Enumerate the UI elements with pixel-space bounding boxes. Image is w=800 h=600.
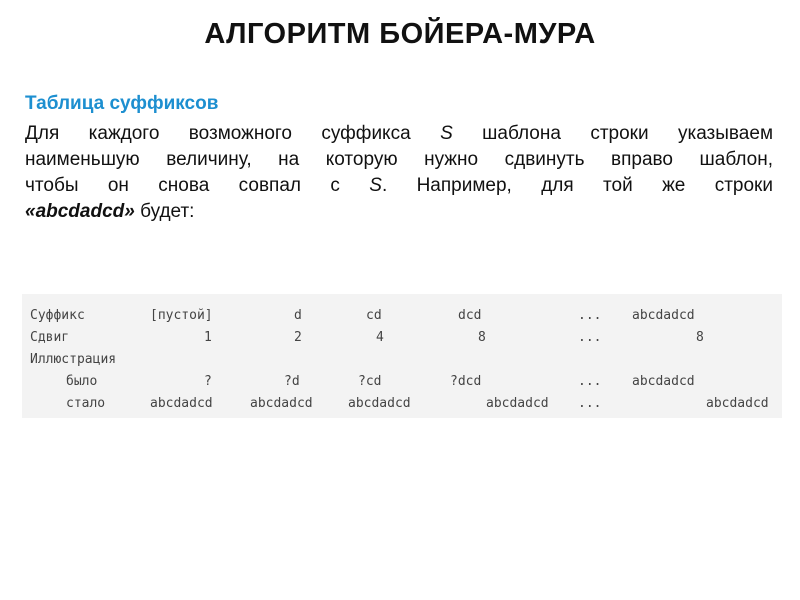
paragraph-text: чтобы он снова совпал с <box>25 175 370 196</box>
table-cell: abcdadcd <box>348 396 411 411</box>
table-cell: abcdadcd <box>150 396 213 411</box>
paragraph-line-4 <box>25 199 773 225</box>
table-cell: 1 <box>204 330 212 345</box>
table-cell: ... <box>578 374 602 389</box>
row-label-shift: Сдвиг <box>30 330 70 345</box>
table-cell: ... <box>578 396 602 411</box>
paragraph-text: . Например, для той же строки <box>381 175 773 196</box>
table-cell: abcdadcd <box>706 396 769 411</box>
variable-s: S <box>440 123 453 144</box>
example-string: «abcdadcd» <box>25 201 135 222</box>
paragraph-line-3 <box>25 173 773 199</box>
table-cell: d <box>294 308 302 323</box>
suffix-table <box>22 294 782 418</box>
slide-title: АЛГОРИТМ БОЙЕРА-МУРА <box>204 18 596 50</box>
paragraph-text: шаблона строки указываем <box>452 123 774 144</box>
table-cell: dcd <box>458 308 482 323</box>
table-cell: ? <box>204 374 212 389</box>
table-cell: 2 <box>294 330 302 345</box>
table-cell: ?dcd <box>450 374 482 389</box>
row-label-became: стало <box>66 396 106 411</box>
table-cell: abcdadcd <box>632 374 695 389</box>
table-cell: ?d <box>284 374 300 389</box>
paragraph-line-1 <box>25 121 773 147</box>
table-cell: abcdadcd <box>486 396 549 411</box>
row-label-suffix: Суффикс <box>30 308 85 323</box>
table-cell: ... <box>578 330 602 345</box>
table-cell: cd <box>366 308 382 323</box>
row-label-illustration: Иллюстрация <box>30 352 117 367</box>
variable-s: S <box>369 175 382 196</box>
table-cell: 8 <box>696 330 704 345</box>
table-cell: ... <box>578 308 602 323</box>
table-cell: 8 <box>478 330 486 345</box>
paragraph-line-2: наименьшую величину, на которую нужно сдвинуть вправо шаблон, <box>25 149 773 170</box>
table-cell: abcdadcd <box>632 308 695 323</box>
section-subtitle: Таблица суффиксов <box>25 93 219 114</box>
row-label-was: было <box>66 374 98 389</box>
paragraph-text: будет: <box>134 201 195 222</box>
table-cell: ?cd <box>358 374 382 389</box>
table-cell: abcdadcd <box>250 396 313 411</box>
table-cell: [пустой] <box>150 308 213 323</box>
paragraph-text: Для каждого возможного суффикса <box>25 123 441 144</box>
description-paragraph <box>25 121 773 225</box>
table-cell: 4 <box>376 330 384 345</box>
